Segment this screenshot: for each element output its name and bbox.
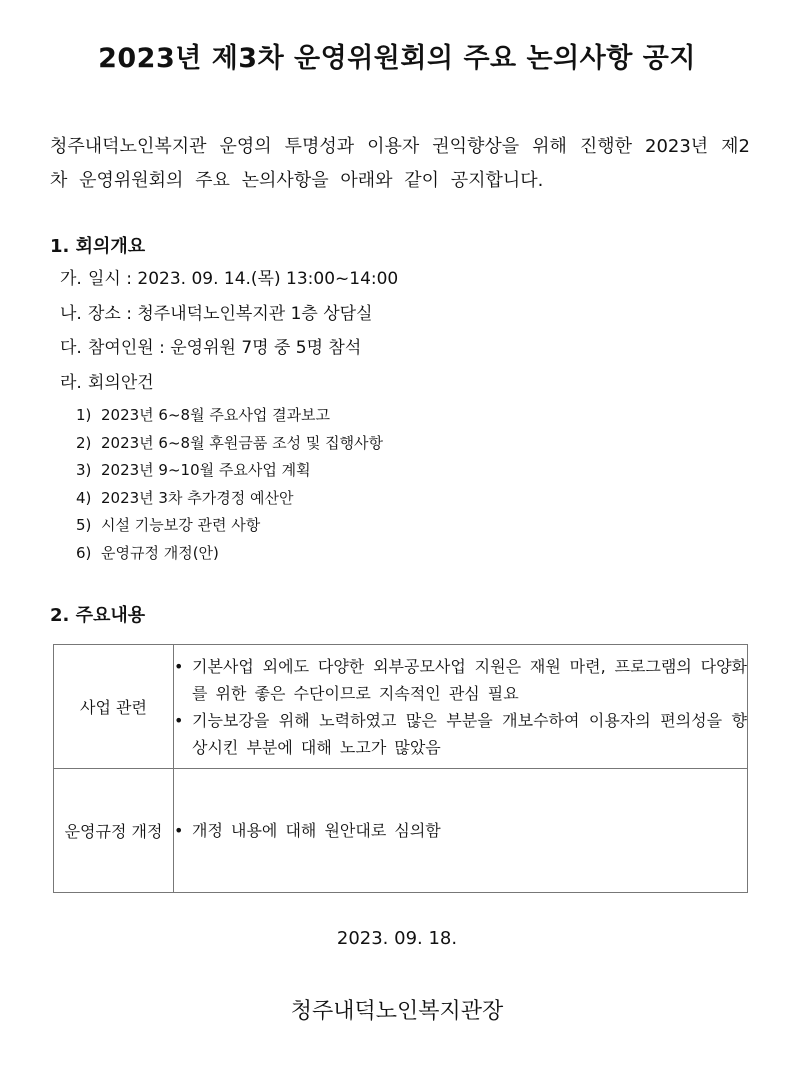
- bullet-item: [174, 653, 747, 707]
- discussion-table: [53, 644, 748, 893]
- bullet-text: 기능보강을 위해 노력하였고 많은 부분을 개보수하여 이용자의 편의성을 향상시킨 부분에 대해 노고가 많았음: [192, 710, 747, 757]
- intro-paragraph: 청주내덕노인복지관 운영의 투명성과 이용자 권익향상을 위해 진행한 2023년 제2차 운영위원회의 주요 논의사항을 아래와 같이 공지합니다.: [50, 136, 750, 191]
- bullet-icon: •: [174, 821, 184, 840]
- agenda-text: 2023년 9~10월 주요사업 계획: [101, 461, 311, 479]
- item-marker: 라.: [60, 372, 82, 393]
- overview-item-attendees: [60, 331, 760, 366]
- table-row: [54, 645, 748, 769]
- bullet-icon: •: [174, 656, 184, 676]
- agenda-text: 2023년 6~8월 주요사업 결과보고: [101, 406, 331, 424]
- row-content-regulation: [174, 769, 748, 893]
- bullet-item: [174, 707, 747, 761]
- notice-date: 2023. 09. 18.: [336, 928, 458, 949]
- bullet-text: 개정 내용에 대해 원안대로 심의함: [192, 821, 441, 840]
- overview-item-agenda: [60, 366, 760, 401]
- agenda-item: [76, 512, 760, 540]
- overview-item-location: [60, 297, 760, 332]
- table-row: [54, 769, 748, 893]
- section-overview-heading: 1. 회의개요: [50, 236, 146, 257]
- agenda-item: [76, 430, 760, 458]
- item-marker: 다.: [60, 338, 82, 358]
- item-text: 참여인원 : 운영위원 7명 중 5명 참석: [88, 338, 362, 358]
- agenda-text: 운영규정 개정(안): [101, 543, 219, 562]
- item-marker: 나.: [60, 303, 82, 324]
- bullet-text: 기본사업 외에도 다양한 외부공모사업 지원은 재원 마련, 프로그램의 다양화를 위한 좋은 수단이므로 지속적인 관심 필요: [192, 656, 747, 703]
- overview-list: [60, 262, 760, 567]
- bullet-icon: •: [174, 710, 184, 730]
- agenda-marker: 4): [76, 488, 92, 507]
- agenda-list: [76, 402, 760, 567]
- agenda-text: 2023년 3차 추가경정 예산안: [101, 488, 294, 507]
- item-marker: 가.: [60, 269, 82, 289]
- agenda-marker: 1): [76, 406, 92, 424]
- bullet-item: [174, 817, 747, 844]
- agenda-marker: 2): [76, 433, 92, 452]
- item-text: 회의안건: [88, 372, 154, 393]
- agenda-item: [76, 457, 760, 485]
- signature: 청주내덕노인복지관장: [290, 999, 504, 1024]
- agenda-marker: 6): [76, 543, 92, 562]
- row-label-business: 사업 관련: [54, 645, 174, 769]
- agenda-marker: 3): [76, 461, 92, 479]
- agenda-item: [76, 540, 760, 568]
- section-content-heading: 2. 주요내용: [50, 605, 146, 626]
- agenda-item: [76, 402, 760, 430]
- document-title: 2023년 제3차 운영위원회의 주요 논의사항 공지: [98, 43, 696, 74]
- overview-item-datetime: [60, 262, 760, 297]
- agenda-text: 2023년 6~8월 후원금품 조성 및 집행사항: [101, 433, 384, 452]
- item-text: 일시 : 2023. 09. 14.(목) 13:00~14:00: [88, 269, 399, 289]
- row-content-business: [174, 645, 748, 769]
- row-label-regulation: 운영규정 개정: [54, 769, 174, 893]
- item-text: 장소 : 청주내덕노인복지관 1층 상담실: [88, 303, 373, 324]
- agenda-text: 시설 기능보강 관련 사항: [101, 516, 261, 534]
- agenda-marker: 5): [76, 516, 92, 534]
- agenda-item: [76, 485, 760, 513]
